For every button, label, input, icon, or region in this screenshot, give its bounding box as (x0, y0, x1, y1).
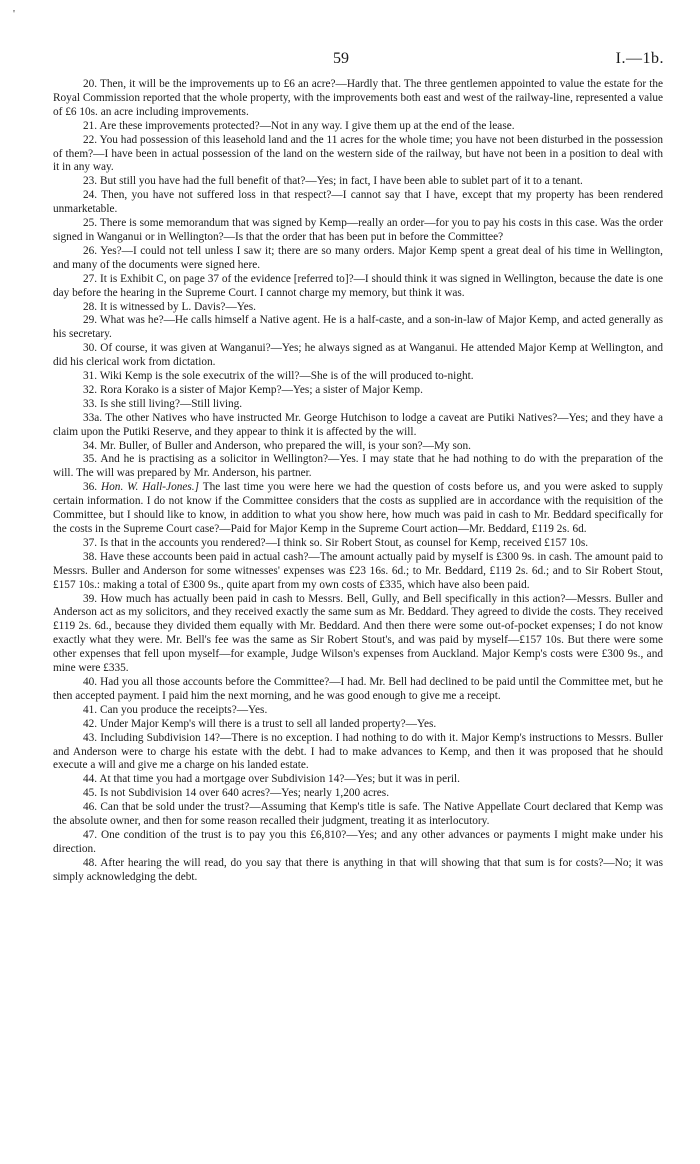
paragraph-36 (53, 481, 663, 537)
paragraph-42: 42. Under Major Kemp's will there is a trust to sell all landed property?—Yes. (83, 717, 437, 730)
paragraph-30: 30. Of course, it was given at Wanganui?—Yes; he always signed as at Wanganui. He attended Major Kemp at Wellington, and did his clerical work from dictation. (53, 342, 663, 369)
paragraph-29: 29. What was he?—He calls himself a Native agent. He is a half-caste, and a son-in-law of Major Kemp, and acted generally as his secretary. (53, 314, 663, 341)
paragraph-32: 32. Rora Korako is a sister of Major Kemp?—Yes; a sister of Major Kemp. (83, 383, 423, 396)
paragraph-39: 39. How much has actually been paid in cash to Messrs. Bell, Gully, and Bell specifically in this action?—Messrs. Buller and Anderson act as my solicitors, and they received exactly the same sum as Mr. Beddard. They agreed to divide the costs. They received £119 2s. 6d., because they divided them equally with Mr. Beddard. And then there were some out-of-pocket expenses; I do not know exactly what they were. Mr. Bell's fee was the same as Sir Robert Stout's, and was paid by myself—£157 10s. But there were some other expenses that fell upon myself—for example, Judge Wilson's expenses from Auckland. Major Kemp's costs were £300 9s., and mine were £335. (53, 592, 663, 675)
document-reference: I.—1b. (615, 50, 664, 67)
paragraph-45: 45. Is not Subdivision 14 over 640 acres?—Yes; nearly 1,200 acres. (83, 787, 390, 800)
paragraph-22: 22. You had possession of this leasehold land and the 11 acres for the whole time; you have not been disturbed in the possession of them?—I have been in actual possession of the land on the western side of the railway, but have not been in a position to deal with it in any way. (53, 133, 663, 174)
paragraph-41: 41. Can you produce the receipts?—Yes. (83, 703, 268, 716)
paragraph-26: 26. Yes?—I could not tell unless I saw it; there are so many orders. Major Kemp spent a great deal of his time in Wellington, and many of the documents were signed here. (53, 244, 663, 271)
paragraph-46: 46. Can that be sold under the trust?—Assuming that Kemp's title is safe. The Native Appellate Court declared that Kemp was the absolute owner, and then for some reason recalled their judgment, treating it as interlocutory. (53, 801, 663, 828)
page-number: 59 (333, 50, 349, 67)
paragraph-24: 24. Then, you have not suffered loss in that respect?—I cannot say that I have, except that my property has been rendered unmarketable. (53, 189, 663, 216)
paragraph-20: 20. Then, it will be the improvements up to £6 an acre?—Hardly that. The three gentlemen appointed to value the estate for the Royal Commission reported that the whole property, with the improvements both east and west of the railway-line, represented a value of £6 10s. an acre including improvements. (53, 78, 663, 118)
margin-mark: ' (13, 8, 15, 20)
paragraph-33a: 33a. The other Natives who have instructed Mr. George Hutchison to lodge a caveat are Putiki Natives?—Yes; and they have a claim upon the Putiki Reserve, and they appear to think it is affected by the will. (53, 411, 663, 438)
speaker-name: Hon. W. Hall-Jones.] (101, 481, 200, 494)
paragraph-47: 47. One condition of the trust is to pay you this £6,810?—Yes; and any other advances or payments I might make under his direction. (53, 828, 663, 855)
paragraph-36-text: The last time you were here we had the question of costs before us, and you were asked to supply certain information. I do not know if the Committee considers that the costs as supplied are in accordance with the requisition of the Committee, but I should like to know, in addition to what you show here, how much was paid in cash to Mr. Beddard specifically for the costs in the Supreme Court case?—Paid for Major Kemp in the Supreme Court action—Mr. Beddard, £119 2s. 6d. (53, 481, 664, 535)
paragraph-43: 43. Including Subdivision 14?—There is no exception. I had nothing to do with it. Major Kemp's instructions to Messrs. Buller and Anderson were to charge his estate with the debt. I had to make advances to Kemp, and then it was proposed that he should execute a will and give me a charge on his landed estate. (53, 731, 663, 772)
paragraph-48: 48. After hearing the will read, do you say that there is anything in that will showing that that sum is for costs?—No; it was simply acknowledging the debt. (53, 856, 663, 883)
paragraph-27: 27. It is Exhibit C, on page 37 of the evidence [referred to]?—I should think it was signed in Wellington, because the date is one day before the hearing in the Supreme Court. I cannot charge my memory, but think it was. (53, 272, 663, 299)
paragraph-44: 44. At that time you had a mortgage over Subdivision 14?—Yes; but it was in peril. (83, 773, 460, 786)
paragraph-33: 33. Is she still living?—Still living. (83, 397, 243, 410)
paragraph-25: 25. There is some memorandum that was signed by Kemp—really an order—for you to pay his costs in this case. Was the order signed in Wanganui or in Wellington?—Is that the order that has been put in before the Committee? (53, 217, 663, 243)
paragraph-23: 23. But still you have had the full benefit of that?—Yes; in fact, I have been able to sublet part of it to a tenant. (83, 175, 583, 188)
paragraph-35: 35. And he is practising as a solicitor in Wellington?—Yes. I may state that he had nothing to do with the preparation of the will. The will was prepared by Mr. Anderson, his partner. (53, 453, 663, 480)
paragraph-38: 38. Have these accounts been paid in actual cash?—The amount actually paid by myself is £300 9s. in cash. The amount paid to Messrs. Buller and Anderson for some witnesses' expenses was £23 16s. 6d.; to Mr. Beddard, £119 2s. 6d.; and to Sir Robert Stout, £157 10s.: making a total of £300 9s., quite apart from my own costs of £335, which have also been paid. (53, 550, 663, 591)
paragraph-34: 34. Mr. Buller, of Buller and Anderson, who prepared the will, is your son?—My son. (83, 439, 471, 452)
document-body (53, 78, 663, 885)
paragraph-40: 40. Had you all those accounts before the Committee?—I had. Mr. Bell had declined to be paid until the Committee met, but he then accepted payment. I paid him the next morning, and he was good enough to give me a receipt. (53, 675, 663, 702)
paragraph-37: 37. Is that in the accounts you rendered?—I think so. Sir Robert Stout, as counsel for Kemp, received £157 10s. (83, 536, 589, 549)
paragraph-21: 21. Are these improvements protected?—Not in any way. I give them up at the end of the lease. (83, 119, 515, 132)
paragraph-31: 31. Wiki Kemp is the sole executrix of the will?—She is of the will produced to-night. (83, 370, 474, 383)
paragraph-36-number: 36. (83, 481, 98, 494)
paragraph-28: 28. It is witnessed by L. Davis?—Yes. (83, 300, 257, 313)
